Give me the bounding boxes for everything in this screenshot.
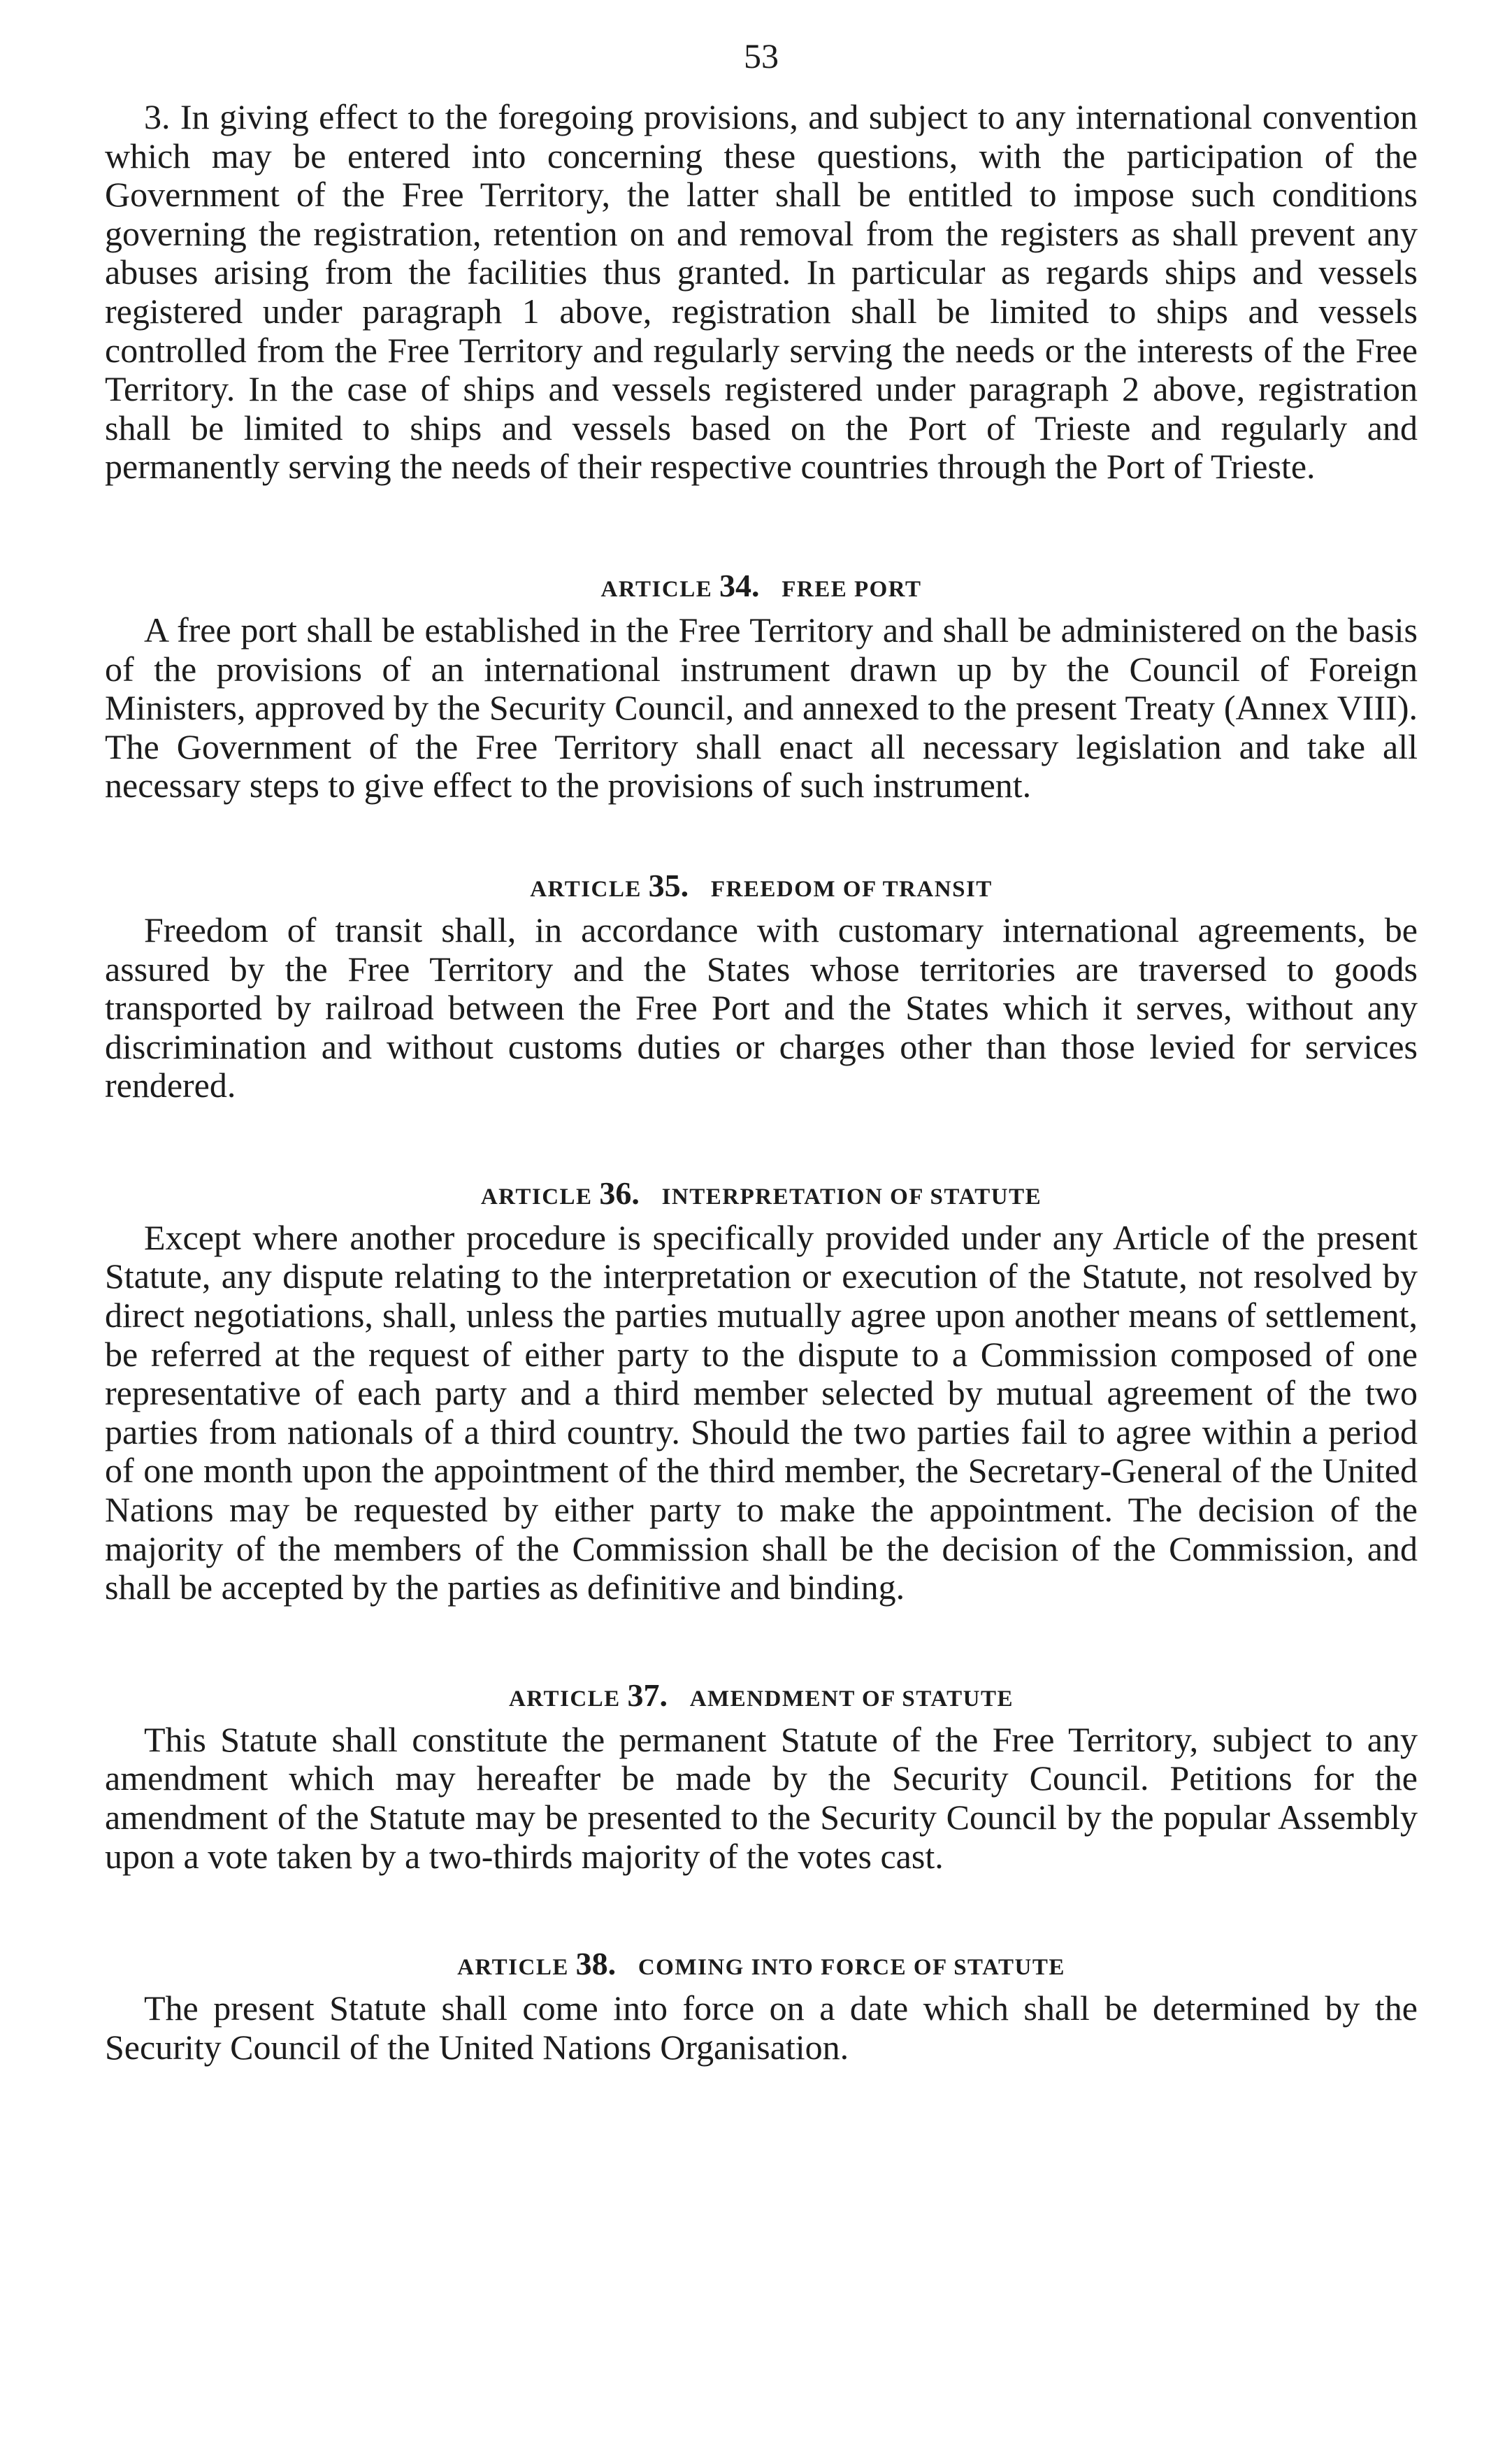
article-34-text: A free port shall be established in the Free Territory and shall be administered on the basis of the provisions of an international instrument drawn up by the Council of Foreign Ministers, approved by the Security Council, and annexed to the present Treaty (Annex VIII). The Government of the Free Territory shall enact all necessary legislation and take all necessary steps to give effect to the provisions of such instrument. (105, 610, 1418, 805)
document-page (105, 35, 1418, 2067)
article-title: FREE PORT (782, 576, 922, 602)
article-38-text: The present Statute shall come into force on a date which shall be determined by the Security Council of the United Nations Organisation. (105, 1988, 1418, 2067)
paragraph-intro: 3. In giving effect to the foregoing provisions, and subject to any international convention which may be entered into concerning these questions, with the participation of the Government of the Free Territory, the latter shall be entitled to impose such conditions governing the registration, retention on and removal from the registers as shall prevent any abuses arising from the facilities thus granted. In particular as regards ships and vessels registered under paragraph 1 above, registration shall be limited to ships and vessels controlled from the Free Territory and regularly serving the needs or the interests of the Free Territory. In the case of ships and vessels registered under paragraph 2 above, registration shall be limited to ships and vessels based on the Port of Trieste and regularly and permanently serving the needs of their respective countries through the Port of Trieste. (105, 97, 1418, 487)
article-title: AMENDMENT OF STATUTE (689, 1686, 1014, 1712)
article-number: 36. (599, 1175, 640, 1211)
article-title: INTERPRETATION OF STATUTE (661, 1184, 1042, 1210)
article-title: FREEDOM OF TRANSIT (710, 876, 993, 902)
article-label: ARTICLE (530, 876, 642, 902)
article-35-text: Freedom of transit shall, in accordance with customary international agreements, be assured by the Free Territory and the States whose territories are traversed to goods transported by railroad between the Free Port and the States which it serves, without any discrimination and without customs duties or charges other than those levied for services rendered. (105, 910, 1418, 1105)
article-title: COMING INTO FORCE OF STATUTE (638, 1955, 1065, 1981)
article-label: ARTICLE (457, 1955, 569, 1981)
page-number: 53 (744, 36, 779, 76)
article-number: 38. (575, 1946, 617, 1982)
article-number: 35. (648, 867, 689, 903)
article-37-heading (105, 1678, 1418, 1716)
article-label: ARTICLE (600, 576, 713, 602)
article-label: ARTICLE (508, 1686, 621, 1712)
article-38-heading (105, 1946, 1418, 1985)
article-number: 37. (627, 1677, 668, 1713)
article-35-heading (105, 868, 1418, 907)
article-37-text: This Statute shall constitute the permanent Statute of the Free Territory, subject to any amendment which may hereafter be made by the Security Council. Petitions for the amendment of the Statute may be presented to the Security Council by the popular Assembly upon a vote taken by a two-thirds majority of the votes cast. (105, 1719, 1418, 1876)
article-number: 34. (719, 567, 760, 603)
article-36-text: Except where another procedure is specifically provided under any Article of the present Statute, any dispute relating to the interpretation or execution of the Statute, not resolved by direct negotiations, shall, unless the parties mutually agree upon another means of settlement, be referred at the request of either party to the dispute to a Commission composed of one representative of each party and a third member selected by mutual agreement of the two parties from nationals of a third country. Should the two parties fail to agree within a period of one month upon the appointment of the third member, the Secretary-General of the United Nations may be requested by either party to make the appointment. The decision of the majority of the members of the Commission shall be the decision of the Commission, and shall be accepted by the parties as definitive and binding. (105, 1217, 1418, 1607)
article-34-heading (105, 568, 1418, 607)
article-36-heading (105, 1176, 1418, 1214)
article-label: ARTICLE (480, 1184, 593, 1210)
